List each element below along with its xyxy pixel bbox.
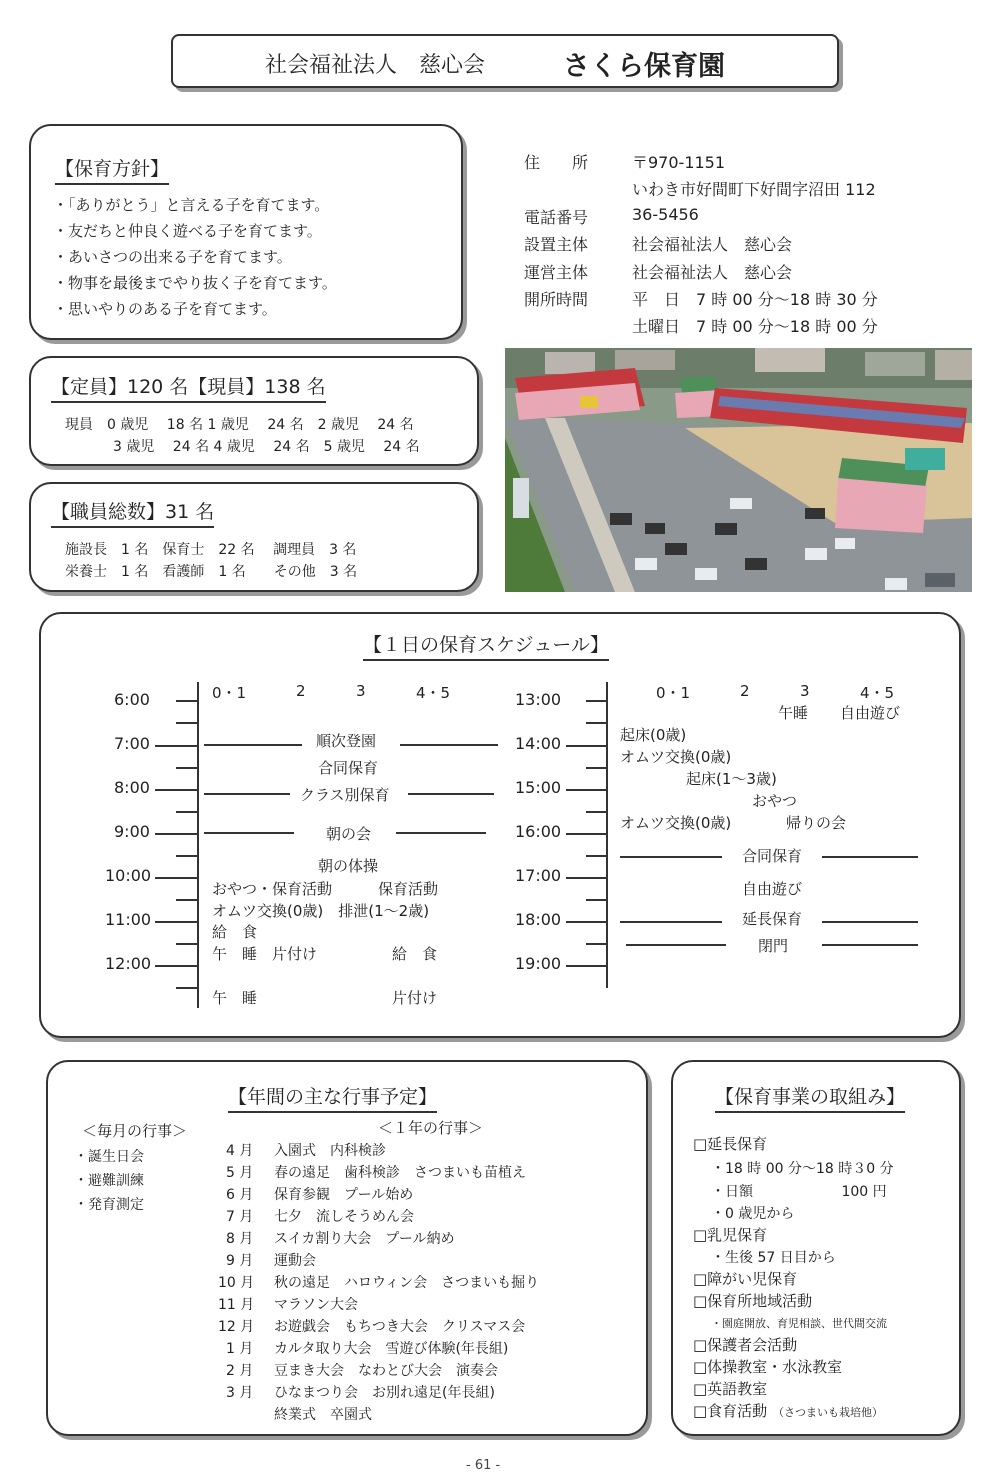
monthly-item: ・誕生日会 [74,1149,144,1165]
time-label: 8:00 [114,778,150,797]
program-item: □乳児保育 [693,1226,768,1244]
founder-label: 設置主体 [524,235,589,254]
activity-line [204,832,294,834]
policy-box [29,124,463,340]
activity: 閉門 [758,937,789,955]
activity: おやつ・保育活動 [212,880,333,898]
staff-title: 【職員総数】31 名 [51,497,214,528]
activity: 起床(1～3歳) [686,770,777,788]
half-tick [586,855,608,857]
yearly-month: 12 月 [218,1319,255,1335]
yearly-month: 2 月 [226,1363,254,1379]
age-header: 0・1 [212,684,247,702]
yearly-month: 9 月 [226,1253,254,1269]
hour-tick [155,877,198,879]
hour-tick [566,965,608,967]
schedule-title: 【１日の保育スケジュール】 [363,630,609,661]
activity-line [626,944,726,946]
header-name: さくら保育園 [563,51,725,82]
activity: 帰りの会 [786,814,847,832]
hour-tick [566,745,608,747]
yearly-text: ひなまつり会 お別れ遠足(年長組) [274,1385,495,1401]
aerial-photo-image [505,348,972,592]
time-label: 9:00 [114,822,150,841]
program-detail: ・18 時 00 分～18 時３0 分 [711,1161,894,1177]
activity: 朝の会 [326,825,372,843]
program-item: □延長保育 [693,1135,768,1153]
capacity-title: 【定員】120 名【現員】138 名 [51,372,326,403]
program-detail: ・0 歳児から [711,1206,795,1222]
time-label: 11:00 [105,910,152,929]
activity: オムツ交換(0歳) [620,748,732,766]
activity: 起床(0歳) [620,726,687,744]
yearly-month: 8 月 [226,1231,254,1247]
program-item: □体操教室・水泳教室 [693,1358,843,1376]
activity: オムツ交換(0歳) 排泄(1～2歳) [212,902,430,920]
activity-line [822,944,918,946]
yearly-text: マラソン大会 [274,1297,358,1313]
info-block [520,148,940,338]
phone-label: 電話番号 [524,208,589,227]
hour-tick [155,833,198,835]
half-tick [176,987,198,989]
aerial-photo [505,348,972,592]
time-label: 14:00 [515,734,562,753]
activity-line [620,856,722,858]
activity: クラス別保育 [300,786,390,804]
hour-tick [566,877,608,879]
activity-line [408,793,494,795]
yearly-text: 終業式 卒園式 [274,1407,372,1423]
half-tick [586,811,608,813]
programs-title: 【保育事業の取組み】 [715,1082,905,1113]
policy-item: ・友だちと仲良く遊べる子を育てます。 [53,222,322,240]
yearly-text: 入園式 内科検診 [274,1143,386,1159]
hour-tick [566,921,608,923]
timeline-left-axis [197,682,199,1008]
activity-line [620,921,722,923]
time-label: 12:00 [105,954,152,973]
activity: オムツ交換(0歳) [620,814,732,832]
hour-tick [566,789,608,791]
half-tick [586,899,608,901]
capacity-box [29,356,479,466]
activity: おやつ [752,792,798,810]
program-item: □障がい児保育 [693,1270,798,1288]
yearly-text: カルタ取り大会 雪遊び体験(年長組) [274,1341,509,1357]
time-label: 7:00 [114,734,150,753]
staff-box [29,482,479,592]
operator-label: 運営主体 [524,263,589,282]
time-label: 19:00 [515,954,562,973]
policy-title: 【保育方針】 [55,154,169,185]
age-header: 3 [800,682,810,700]
header-box [171,34,839,88]
yearly-month: 10 月 [218,1275,255,1291]
activity-line [396,832,486,834]
yearly-month: 5 月 [226,1165,254,1181]
half-tick [176,722,198,724]
half-tick [176,855,198,857]
capacity-row: 3 歳児 24 名 4 歳児 24 名 5 歳児 24 名 [113,439,420,455]
yearly-text: 保育参観 プール始め [274,1187,414,1203]
monthly-item: ・避難訓練 [74,1173,144,1189]
events-title: 【年間の主な行事予定】 [228,1082,437,1113]
activity: 延長保育 [742,910,803,928]
hours-weekday: 平 日 7 時 00 分～18 時 30 分 [632,290,878,309]
program-detail: ・日額 100 円 [711,1184,887,1200]
phone: 36-5456 [632,205,699,224]
staff-row: 栄養士 1 名 看護師 1 名 その他 3 名 [65,564,358,580]
hour-tick [586,700,608,702]
program-detail: ・生後 57 日目から [711,1250,836,1266]
age-header: 4・5 [860,684,895,702]
monthly-item: ・発育測定 [74,1197,144,1213]
hour-tick [155,921,198,923]
policy-item: ・「ありがとう」と言える子を育てます。 [53,196,330,214]
policy-item: ・物事を最後までやり抜く子を育てます。 [53,274,337,292]
age-header: 0・1 [656,684,691,702]
header-org: 社会福祉法人 慈心会 [265,53,486,78]
half-tick [176,899,198,901]
activity: 給 食 [392,945,438,963]
yearly-text: 秋の遠足 ハロウィン会 さつまいも掘り [274,1275,540,1291]
activity: 自由遊び [840,704,901,722]
activity: 自由遊び [742,880,803,898]
yearly-text: 豆まき大会 なわとび大会 演奏会 [274,1363,498,1379]
yearly-text: スイカ割り大会 プール納め [274,1231,455,1247]
address-label: 住 所 [524,153,589,172]
age-header: 3 [356,682,366,700]
hour-tick [155,965,198,967]
time-label: 17:00 [515,866,562,885]
activity-line [204,744,302,746]
half-tick [176,767,198,769]
yearly-month: 7 月 [226,1209,254,1225]
activity: 午睡 [778,704,809,722]
time-label: 18:00 [515,910,562,929]
activity: 片付け [392,989,438,1007]
time-label: 10:00 [105,866,152,885]
program-item: □食育活動 [693,1402,768,1420]
activity: 合同保育 [318,759,379,777]
yearly-month: 1 月 [226,1341,254,1357]
activity-line [400,744,498,746]
postal-code: 〒970-1151 [632,153,726,172]
yearly-month: 4 月 [226,1143,254,1159]
activity: 給 食 [212,923,258,941]
activity-line [822,921,918,923]
yearly-title: ＜１年の行事＞ [378,1119,484,1137]
half-tick [586,722,608,724]
hour-tick [155,789,198,791]
time-label: 13:00 [515,690,562,709]
activity-line [204,793,290,795]
half-tick [176,943,198,945]
program-note: （さつまいも栽培他） [773,1406,883,1419]
yearly-text: 運動会 [274,1253,316,1269]
yearly-text: お遊戯会 もちつき大会 クリスマス会 [274,1319,526,1335]
program-detail: ・園庭開放、育児相談、世代間交流 [711,1317,887,1330]
address: いわき市好間町下好間字沼田 112 [632,180,876,199]
activity: 順次登園 [316,732,377,750]
monthly-title: ＜毎月の行事＞ [82,1122,188,1140]
time-label: 16:00 [515,822,562,841]
program-item: □保護者会活動 [693,1336,798,1354]
activity: 午 睡 片付け [212,945,318,963]
policy-item: ・あいさつの出来る子を育てます。 [53,248,292,266]
operator: 社会福祉法人 慈心会 [632,263,793,282]
half-tick [586,943,608,945]
yearly-text: 春の遠足 歯科検診 さつまいも苗植え [274,1165,526,1181]
program-item: □保育所地域活動 [693,1292,813,1310]
hour-tick [155,745,198,747]
activity: 朝の体操 [318,857,379,875]
time-label: 15:00 [515,778,562,797]
time-label: 6:00 [114,690,150,709]
activity: 保育活動 [378,880,439,898]
yearly-text: 七夕 流しそうめん会 [274,1209,414,1225]
capacity-row: 現員 0 歳児 18 名 1 歳児 24 名 2 歳児 24 名 [65,417,414,433]
hours-label: 開所時間 [524,290,589,309]
activity: 合同保育 [742,847,803,865]
hour-tick [176,700,198,702]
half-tick [586,767,608,769]
yearly-month: 3 月 [226,1385,254,1401]
age-header: 4・5 [416,684,451,702]
yearly-month: 11 月 [218,1297,255,1313]
age-header: 2 [740,682,750,700]
half-tick [176,811,198,813]
age-header: 2 [296,682,306,700]
hours-saturday: 土曜日 7 時 00 分～18 時 00 分 [632,317,878,336]
founder: 社会福祉法人 慈心会 [632,235,793,254]
program-item: □英語教室 [693,1380,768,1398]
staff-row: 施設長 1 名 保育士 22 名 調理員 3 名 [65,542,357,558]
activity-line [822,856,918,858]
policy-item: ・思いやりのある子を育てます。 [53,300,277,318]
yearly-month: 6 月 [226,1187,254,1203]
page-number: - 61 - [466,1458,501,1473]
activity: 午 睡 [212,989,258,1007]
hour-tick [566,833,608,835]
